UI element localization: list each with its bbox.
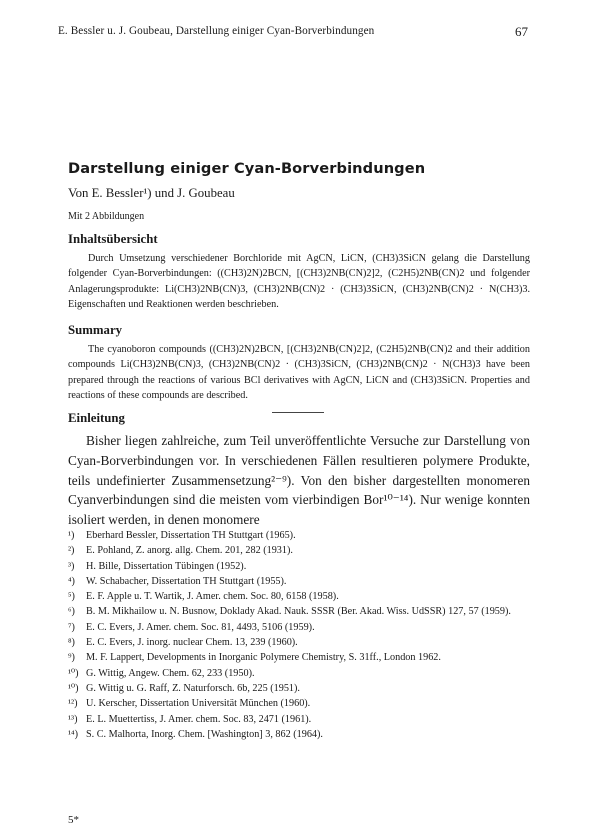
footnote-text: G. Wittig, Angew. Chem. 62, 233 (1950). [86,667,255,679]
footnote-mark: ⁹) [68,652,75,664]
footnote-item [68,589,530,604]
footnote-item [68,696,530,711]
footnote-text: Eberhard Bessler, Dissertation TH Stuttgart (1965). [86,530,296,541]
footnote-text: W. Schabacher, Dissertation TH Stuttgart (1955). [86,575,287,587]
footnote-mark: ⁷) [68,621,75,633]
section-divider [272,412,324,413]
footnote-text: E. Pohland, Z. anorg. allg. Chem. 201, 282 (1931). [86,545,293,557]
footnote-item [68,727,530,742]
abstract-english-text: The cyanoboron compounds ((CH3)2N)2BCN, [(CH3)2NB(CN)2]2, (C2H5)2NB(CN)2 and their addition compounds Li(CH3)2NB(CN)3, (CH3)2NB(CN)2 · (CH3)3SiCN, (CH3)2NB(CN)2 · N(CH3)3 have been prepared through the reactions of various BCl derivatives with AgCN, LiCN and (CH3)3SiCN. Properties and reactions of these compounds are described. [68,344,530,401]
running-head-text: E. Bessler u. J. Goubeau, Darstellung einiger Cyan-Borverbindungen [58,25,375,37]
footnote-item [68,666,530,681]
footnote-text: E. C. Evers, J. Amer. chem. Soc. 81, 4493, 5106 (1959). [86,621,315,633]
footnote-mark: ¹⁴) [68,728,78,740]
footnote-text: E. C. Evers, J. inorg. nuclear Chem. 13, 239 (1960). [86,637,298,649]
abstract-german [68,251,530,312]
signature-mark: 5* [68,814,79,826]
figures-note: Mit 2 Abbildungen [68,211,145,222]
footnote-item [68,620,530,635]
footnote-item [68,635,530,650]
article-title: Darstellung einiger Cyan-Borverbindungen [68,160,426,177]
footnote-mark: ⁴) [68,575,75,587]
footnote-mark: ¹⁰) [68,667,79,679]
footnote-mark: ¹⁰) [68,682,79,694]
footnote-text: G. Wittig u. G. Raff, Z. Naturforsch. 6b, 225 (1951). [86,682,300,694]
footnote-mark: ¹³) [68,713,78,725]
footnote-text: S. C. Malhorta, Inorg. Chem. [Washington] 3, 862 (1964). [86,728,323,740]
heading-summary: Summary [68,323,123,337]
footnote-item [68,574,530,589]
heading-einleitung: Einleitung [68,411,125,425]
introduction-text: Bisher liegen zahlreiche, zum Teil unveröffentlichte Versuche zur Darstellung von Cyan-Borverbindungen vor. In verschiedenen Fällen resultieren polymere Produkte, teils undefinierter Zusammensetzung²⁻⁹). Von den bisher dargestellten monomeren Cyanverbindungen sind die meisten vom vierbindigen Bor¹⁰⁻¹⁴). Nur wenige konnten isoliert werden, in denen monomere [68,433,530,528]
footnote-mark: ¹²) [68,698,78,710]
footnote-text: E. L. Muettertiss, J. Amer. chem. Soc. 83, 2471 (1961). [86,713,312,725]
footnote-mark: ⁵) [68,591,75,603]
footnote-mark: ¹) [68,530,75,541]
footnote-item [68,712,530,727]
footnote-text: M. F. Lappert, Developments in Inorganic Polymere Chemistry, S. 31ff., London 1962. [86,652,441,664]
author-line: Von E. Bessler¹) und J. Goubeau [68,186,235,200]
footnote-mark: ³) [68,560,75,572]
footnote-item [68,604,530,619]
abstract-german-text: Durch Umsetzung verschiedener Borchloride mit AgCN, LiCN, (CH3)3SiCN gelang die Darstellung folgender Cyan-Borverbindungen: ((CH3)2N)2BCN, [(CH3)2NB(CN)2]2, (C2H5)2NB(CN)2 und folgender Anlagerungsprodukte: Li(CH3)2NB(CN)3, (CH3)2NB(CN)2 · (CH3)3SiCN, (CH3)2NB(CN)2 · N(CH3)3. Eigenschaften und Reaktionen werden beschrieben. [68,253,530,310]
introduction-paragraph [68,431,530,530]
heading-inhaltsuebersicht: Inhaltsübersicht [68,232,158,246]
footnote-item [68,543,530,558]
footnote-text: U. Kerscher, Dissertation Universität München (1960). [86,698,311,710]
footnote-text: E. F. Apple u. T. Wartik, J. Amer. chem. Soc. 80, 6158 (1958). [86,591,339,603]
footnote-mark: ²) [68,545,75,557]
footnote-item [68,650,530,665]
footnote-item [68,681,530,696]
footnote-item [68,559,530,574]
footnote-text: H. Bille, Dissertation Tübingen (1952). [86,560,247,572]
footnote-text: B. M. Mikhailow u. N. Busnow, Doklady Akad. Nauk. SSSR (Ber. Akad. Wiss. UdSSR) 127, 57 (1959). [86,606,511,618]
footnotes [68,528,530,742]
footnote-mark: ⁶) [68,606,75,618]
footnote-mark: ⁸) [68,637,75,649]
page-number: 67 [515,24,528,39]
running-head [58,25,528,37]
footnote-item [68,528,530,543]
abstract-english [68,342,530,403]
